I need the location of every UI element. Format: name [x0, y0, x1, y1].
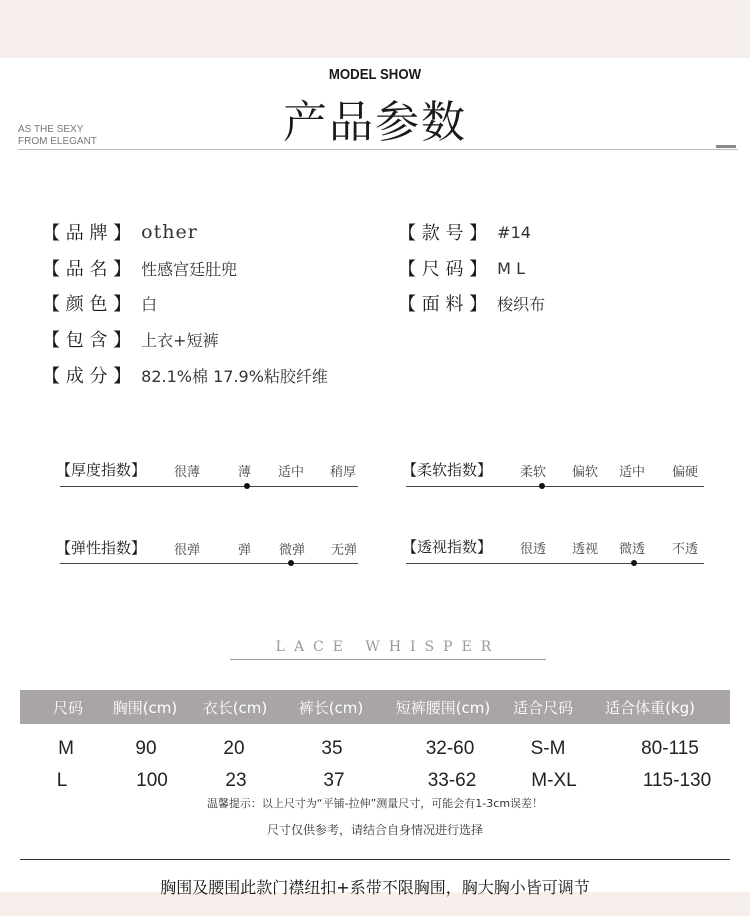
spec-color	[42, 290, 157, 316]
thickness-selected-marker	[244, 483, 250, 489]
softness-option-4: 偏硬	[672, 465, 699, 480]
size-header-top-length: 衣长(cm)	[202, 699, 268, 717]
thickness-option-1: 很薄	[174, 465, 201, 480]
thickness-index-title: 【厚度指数】	[56, 461, 147, 479]
size-reference-note: 尺寸仅供参考，请结合自身情况进行选择	[266, 823, 483, 837]
spec-color-label: 【 颜 色 】	[42, 294, 132, 315]
top-band	[0, 0, 750, 58]
elasticity-scale-line	[60, 563, 358, 564]
elasticity-selected-marker	[288, 560, 294, 566]
spec-includes-label: 【 包 含 】	[42, 330, 132, 351]
spec-name-value: 性感宫廷肚兜	[141, 259, 238, 279]
spec-size	[398, 255, 525, 281]
measurement-tip: 温馨提示：以上尺寸为“平铺-拉伸”测量尺寸，可能会有1-3cm误差！	[206, 797, 544, 810]
size-row-l-top-length: 23	[225, 770, 247, 791]
thickness-option-3: 适中	[278, 465, 305, 480]
spec-name	[42, 255, 237, 281]
sheerness-option-1: 很透	[520, 542, 547, 557]
adjustable-fit-note: 胸围及腰围此款门襟纽扣+系带不限胸围，胸大胸小皆可调节	[160, 878, 590, 897]
size-row-l-pants-length: 37	[323, 770, 345, 791]
size-row-l-size: L	[56, 770, 68, 791]
spec-name-label: 【 品 名 】	[42, 259, 132, 280]
size-row-l-waist: 33-62	[427, 770, 477, 791]
elasticity-index-title: 【弹性指数】	[56, 539, 147, 557]
size-row-m-top-length: 20	[223, 738, 245, 759]
slogan-line-1: AS THE SEXY	[18, 124, 84, 135]
size-header-size: 尺码	[52, 699, 83, 717]
section-title: LACE WHISPER	[275, 639, 501, 655]
spec-composition-value: 82.1%棉 17.9%粘胶纤维	[141, 366, 328, 386]
spec-brand-label: 【 品 牌 】	[42, 223, 132, 244]
softness-index-title: 【柔软指数】	[402, 461, 493, 479]
note-divider	[20, 859, 730, 860]
spec-composition	[42, 362, 328, 388]
spec-fabric-label: 【 面 料 】	[398, 294, 488, 315]
sheerness-scale-line	[406, 563, 704, 564]
spec-includes	[42, 326, 219, 352]
elasticity-option-4: 无弹	[331, 543, 358, 558]
spec-includes-value: 上衣+短裤	[141, 330, 219, 350]
size-header-waist: 短裤腰围(cm)	[395, 699, 491, 717]
sheerness-index-title: 【透视指数】	[402, 538, 493, 556]
spec-brand	[42, 219, 198, 245]
size-row-m-size: M	[58, 738, 74, 759]
size-header-bust: 胸围(cm)	[112, 699, 178, 717]
sheerness-option-2: 透视	[572, 542, 599, 557]
elasticity-option-3: 微弹	[279, 543, 306, 558]
size-row-l-fit-size: M-XL	[531, 770, 577, 791]
size-row-l-bust: 100	[136, 770, 168, 791]
spec-brand-value: other	[141, 221, 198, 243]
size-row-m-fit-size: S-M	[530, 738, 566, 759]
elasticity-option-2: 弹	[238, 543, 252, 558]
softness-option-3: 适中	[619, 465, 646, 480]
size-row-m-bust: 90	[135, 738, 157, 759]
softness-option-2: 偏软	[572, 465, 599, 480]
sheerness-option-4: 不透	[672, 542, 699, 557]
sheerness-selected-marker	[631, 560, 637, 566]
spec-size-value: M L	[497, 258, 525, 278]
header-title-cn: 产品参数	[283, 97, 467, 148]
slogan-line-2: FROM ELEGANT	[18, 136, 97, 147]
size-row-m-pants-length: 35	[321, 738, 343, 759]
size-header-pants-length: 裤长(cm)	[298, 699, 364, 717]
spec-fabric	[398, 290, 545, 316]
header-slogan	[18, 124, 97, 148]
spec-composition-label: 【 成 分 】	[42, 366, 132, 387]
spec-style-no	[398, 219, 531, 245]
section-title-underline	[230, 659, 546, 660]
spec-fabric-value: 梭织布	[497, 294, 546, 314]
size-row-m-waist: 32-60	[425, 738, 475, 759]
spec-color-value: 白	[141, 294, 158, 314]
header-divider	[18, 149, 738, 150]
header-divider-mark	[716, 145, 736, 148]
softness-selected-marker	[539, 483, 545, 489]
header-title-en: MODEL SHOW	[328, 66, 422, 83]
spec-size-label: 【 尺 码 】	[398, 259, 488, 280]
size-header-fit-size: 适合尺码	[512, 699, 573, 717]
softness-scale-line	[406, 486, 704, 487]
size-row-m-fit-weight: 80-115	[641, 738, 699, 759]
size-row-l-fit-weight: 115-130	[642, 770, 712, 791]
thickness-option-4: 稍厚	[330, 465, 357, 480]
size-header-fit-weight: 适合体重(kg)	[605, 699, 695, 717]
sheerness-option-3: 微透	[619, 542, 646, 557]
elasticity-option-1: 很弹	[174, 543, 201, 558]
thickness-option-2: 薄	[238, 465, 252, 480]
spec-style-no-label: 【 款 号 】	[398, 223, 488, 244]
spec-style-no-value: #14	[497, 222, 531, 242]
softness-option-1: 柔软	[520, 465, 547, 480]
thickness-scale-line	[60, 486, 358, 487]
